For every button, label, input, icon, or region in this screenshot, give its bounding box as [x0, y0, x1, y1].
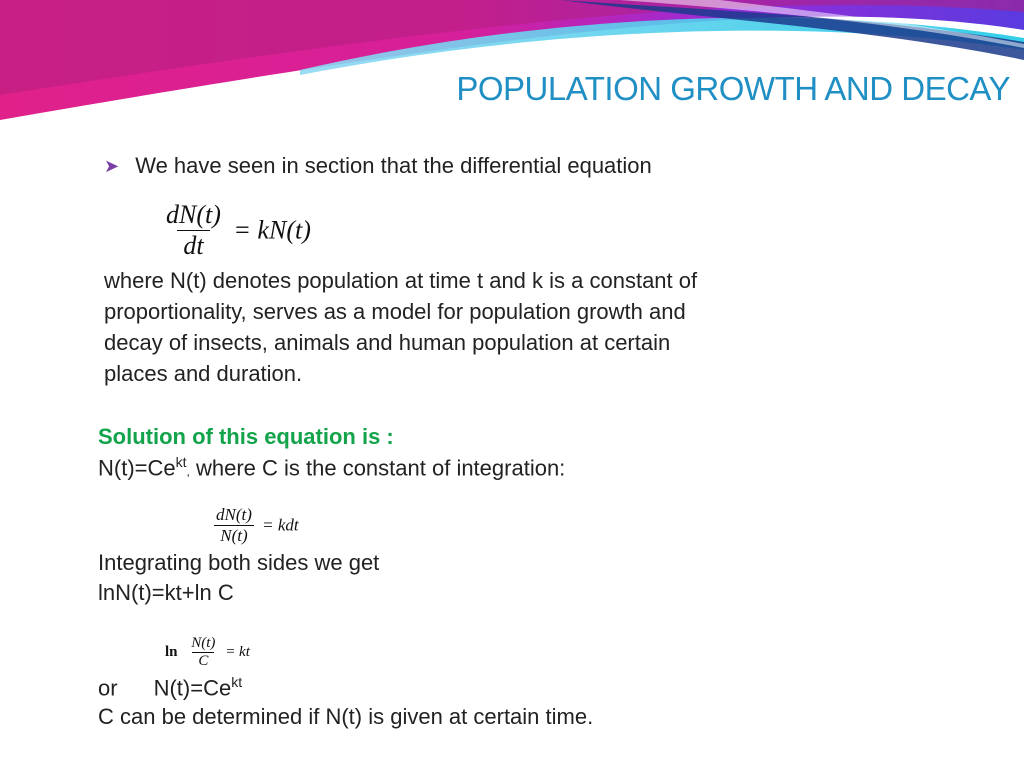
or-word: or	[98, 675, 118, 701]
differential-equation	[160, 200, 311, 261]
equation-fraction	[210, 505, 258, 546]
solution-line	[98, 454, 565, 481]
equation-rhs: = kdt	[262, 515, 299, 535]
exponent: kt	[231, 674, 243, 690]
equation-fraction	[160, 200, 227, 261]
fraction-numerator: dN(t)	[166, 200, 221, 229]
solution-expression: N(t)=Ce	[98, 455, 176, 481]
bullet-item	[104, 153, 652, 179]
ln-line: lnN(t)=kt+ln C	[98, 580, 234, 605]
solution-note: where C is the constant of integration:	[189, 455, 566, 481]
integrating-text: Integrating both sides we get	[98, 550, 380, 575]
fraction-denominator: C	[192, 652, 214, 670]
fraction-denominator: dt	[177, 230, 209, 261]
bullet-text: We have seen in section that the differential equation	[135, 153, 652, 178]
or-line	[98, 674, 242, 701]
fraction-denominator: N(t)	[214, 525, 253, 546]
equation-rhs: = kN(t)	[233, 215, 311, 245]
or-expression: N(t)=Ce	[153, 675, 232, 701]
equation-rhs: = kt	[225, 644, 250, 660]
ln-operator: ln	[165, 644, 178, 660]
comma: ,	[186, 464, 190, 479]
equation-fraction	[185, 635, 221, 670]
final-line: C can be determined if N(t) is given at certain time.	[98, 704, 594, 729]
description-paragraph: where N(t) denotes population at time t and k is a constant of proportionality, serves as a model for population growth and decay of insects, animals and human population at certain places and duration.	[104, 268, 698, 386]
arrowhead-bullet-icon: ➤	[104, 156, 120, 176]
separated-equation	[210, 505, 299, 546]
log-equation	[165, 635, 250, 670]
exponent: kt	[175, 454, 187, 470]
slide-title: POPULATION GROWTH AND DECAY	[456, 70, 1010, 107]
fraction-numerator: dN(t)	[216, 505, 252, 524]
solution-heading: Solution of this equation is :	[98, 424, 394, 449]
fraction-numerator: N(t)	[191, 635, 216, 651]
